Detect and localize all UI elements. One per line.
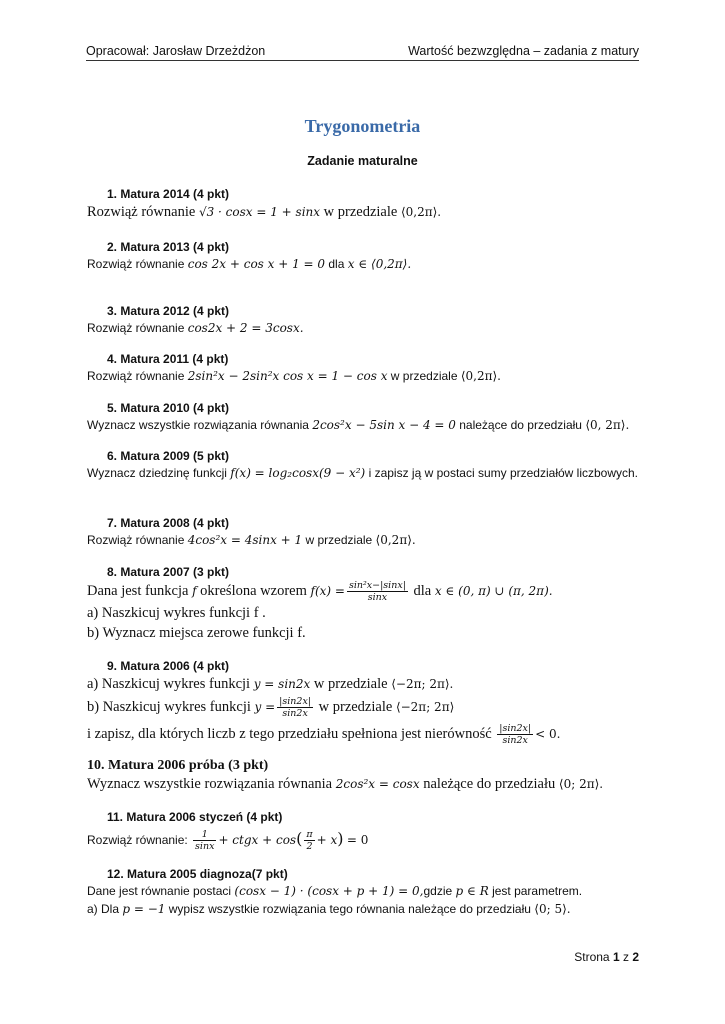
- text: jest parametrem.: [488, 884, 583, 898]
- task-heading: 11. Matura 2006 styczeń (4 pkt): [107, 810, 283, 824]
- task-subitem-a: [87, 900, 642, 918]
- task-6: [87, 448, 642, 482]
- text: dla: [325, 257, 348, 271]
- text: należące do przedziału: [455, 418, 586, 432]
- task-heading: 5. Matura 2010 (4 pkt): [107, 401, 230, 415]
- task-heading: 10. Matura 2006 próba (3 pkt): [87, 758, 269, 773]
- footer-separator: z: [619, 950, 633, 964]
- text: Rozwiąż równanie: [87, 533, 188, 547]
- task-heading: 1. Matura 2014 (4 pkt): [107, 187, 230, 201]
- formula: cos 2x + cos x + 1 = 0: [187, 257, 326, 271]
- text: gdzie: [423, 884, 456, 898]
- task-heading: 4. Matura 2011 (4 pkt): [107, 352, 229, 366]
- interval: ⟨−2π; 2π⟩.: [391, 677, 454, 691]
- formula: 2sin²x − 2sin²x cos x = 1 − cos x: [187, 369, 388, 383]
- task-1: [87, 186, 642, 222]
- fraction: [193, 829, 216, 852]
- text: w przedziale: [387, 369, 461, 383]
- interval: ⟨0, 2π⟩.: [585, 418, 630, 432]
- formula: y = sin2x: [253, 677, 311, 691]
- fraction: [497, 723, 533, 746]
- text: Dane jest równanie postaci: [87, 884, 235, 898]
- text: określona wzorem: [196, 582, 311, 599]
- task-heading: 9. Matura 2006 (4 pkt): [107, 659, 230, 673]
- interval: ⟨0,2π⟩.: [460, 369, 501, 383]
- numerator: |sin2x|: [499, 723, 532, 735]
- text: b) Naszkicuj wykres funkcji: [87, 699, 255, 715]
- text: w przedziale: [302, 533, 376, 547]
- paren-open: (: [296, 829, 303, 848]
- text: Wyznacz wszystkie rozwiązania równania: [87, 418, 313, 432]
- text: a) Naszkicuj wykres funkcji: [87, 676, 254, 692]
- task-7: [87, 515, 642, 549]
- formula: (cosx − 1) · (cosx + p + 1) = 0,: [234, 884, 424, 898]
- task-11: [87, 809, 642, 854]
- interval: ⟨0,2π⟩.: [375, 533, 416, 547]
- task-4: [87, 351, 642, 385]
- page-header: [86, 44, 639, 60]
- formula: f(x) =: [310, 583, 345, 598]
- task-text: [87, 825, 642, 854]
- task-10: [87, 758, 642, 794]
- denominator: 2: [306, 841, 313, 853]
- task-text: [87, 464, 642, 482]
- text: w przedziale: [310, 676, 392, 692]
- task-text: [87, 774, 642, 794]
- text: i zapisz, dla których liczb z tego przedziału spełniona jest nierówność: [87, 726, 496, 742]
- task-12: [87, 866, 642, 918]
- task-9: [87, 658, 642, 748]
- task-text: [87, 882, 642, 900]
- task-heading: 6. Matura 2009 (5 pkt): [107, 449, 230, 463]
- interval: ⟨0; 2π⟩.: [558, 777, 604, 791]
- task-3: [87, 303, 642, 337]
- task-text: [87, 367, 642, 385]
- text: i zapisz ją w postaci sumy przedziałów liczbowych.: [365, 466, 639, 480]
- denominator: sin2x: [282, 708, 308, 720]
- task-subitem-a: a) Naszkicuj wykres funkcji f .: [87, 605, 266, 621]
- task-subitem-b: b) Wyznacz miejsca zerowe funkcji f.: [87, 625, 306, 641]
- task-text: [87, 416, 642, 434]
- text: Wyznacz wszystkie rozwiązania równania: [87, 776, 336, 792]
- header-author: Opracował: Jarosław Drzeżdżon: [86, 44, 266, 58]
- page-number: 1: [612, 950, 620, 964]
- text: Rozwiąż równanie: [87, 321, 188, 335]
- task-8: [87, 564, 642, 643]
- page-footer: [574, 950, 639, 964]
- formula: = 0: [346, 833, 369, 847]
- fraction: [304, 829, 314, 852]
- numerator: sin²x−|sinx|: [348, 580, 406, 591]
- task-heading: 2. Matura 2013 (4 pkt): [107, 240, 230, 254]
- task-heading: 8. Matura 2007 (3 pkt): [107, 565, 230, 579]
- text: wypisz wszystkie rozwiązania tego równania należące do przedziału: [165, 902, 535, 916]
- task-subitem-c: [87, 720, 642, 748]
- formula: f: [192, 583, 197, 598]
- numerator: |sin2x|: [279, 696, 312, 708]
- task-subitem-a: [87, 674, 642, 694]
- fraction: [277, 696, 313, 719]
- interval: ⟨−2π; 2π⟩: [395, 700, 455, 714]
- page-subtitle: Zadanie maturalne: [307, 154, 418, 168]
- text: Rozwiąż równanie: [87, 369, 188, 383]
- domain: x ∈ (0, π) ∪ (π, 2π).: [434, 583, 553, 598]
- formula: f(x) = log₂cosx(9 − x²): [230, 466, 366, 480]
- formula: + x: [316, 833, 338, 847]
- fraction: [347, 580, 408, 603]
- text: w przedziale: [315, 699, 396, 715]
- header-topic: Wartość bezwzględna – zadania z matury: [408, 44, 639, 58]
- text: a) Dla: [87, 902, 123, 916]
- formula: cos2x + 2 = 3cosx.: [187, 321, 304, 335]
- text: dla: [409, 582, 435, 599]
- text: Dana jest funkcja: [87, 582, 193, 599]
- numerator: 1: [193, 829, 216, 841]
- denominator: sin2x: [502, 735, 528, 747]
- denominator: sinx: [367, 592, 388, 603]
- paren-close: ): [337, 829, 344, 848]
- formula: p ∈ R: [455, 884, 489, 898]
- task-heading: 12. Matura 2005 diagnoza(7 pkt): [107, 867, 288, 881]
- interval: x ∈ ⟨0,2π⟩.: [347, 257, 412, 271]
- page-total: 2: [632, 950, 639, 964]
- task-text: [87, 531, 642, 549]
- task-heading: 3. Matura 2012 (4 pkt): [107, 304, 230, 318]
- task-text: [87, 202, 642, 222]
- header-divider: [86, 60, 639, 61]
- formula: 4cos²x = 4sinx + 1: [187, 533, 303, 547]
- text: Rozwiąż równanie: [87, 257, 188, 271]
- formula: y =: [254, 700, 276, 714]
- formula: + ctgx + cos: [218, 833, 297, 847]
- task-text: [87, 319, 642, 337]
- task-text: [87, 580, 642, 603]
- text: należące do przedziału: [419, 776, 559, 792]
- numerator: π: [306, 829, 313, 841]
- text: Wyznacz dziedzinę funkcji: [87, 466, 231, 480]
- interval: ⟨0,2π⟩.: [400, 205, 442, 219]
- denominator: sinx: [195, 841, 215, 853]
- task-5: [87, 400, 642, 434]
- task-heading: 7. Matura 2008 (4 pkt): [107, 516, 230, 530]
- task-text: [87, 255, 642, 273]
- task-2: [87, 239, 642, 273]
- formula: 2cos²x − 5sin x − 4 = 0: [312, 418, 456, 432]
- page-title: Trygonometria: [304, 116, 421, 136]
- footer-label: Strona: [574, 950, 613, 964]
- task-subitem-b: [87, 694, 642, 720]
- text: Rozwiąż równanie: [87, 204, 199, 220]
- interval: ⟨0; 5⟩.: [534, 902, 571, 916]
- inequality: < 0.: [535, 727, 561, 741]
- formula: √3 · cosx = 1 + sinx: [198, 205, 321, 219]
- text: Rozwiąż równanie:: [87, 833, 192, 847]
- formula: 2cos²x = cosx: [335, 777, 420, 791]
- text: w przedziale: [320, 204, 401, 220]
- formula: p = −1: [122, 902, 166, 916]
